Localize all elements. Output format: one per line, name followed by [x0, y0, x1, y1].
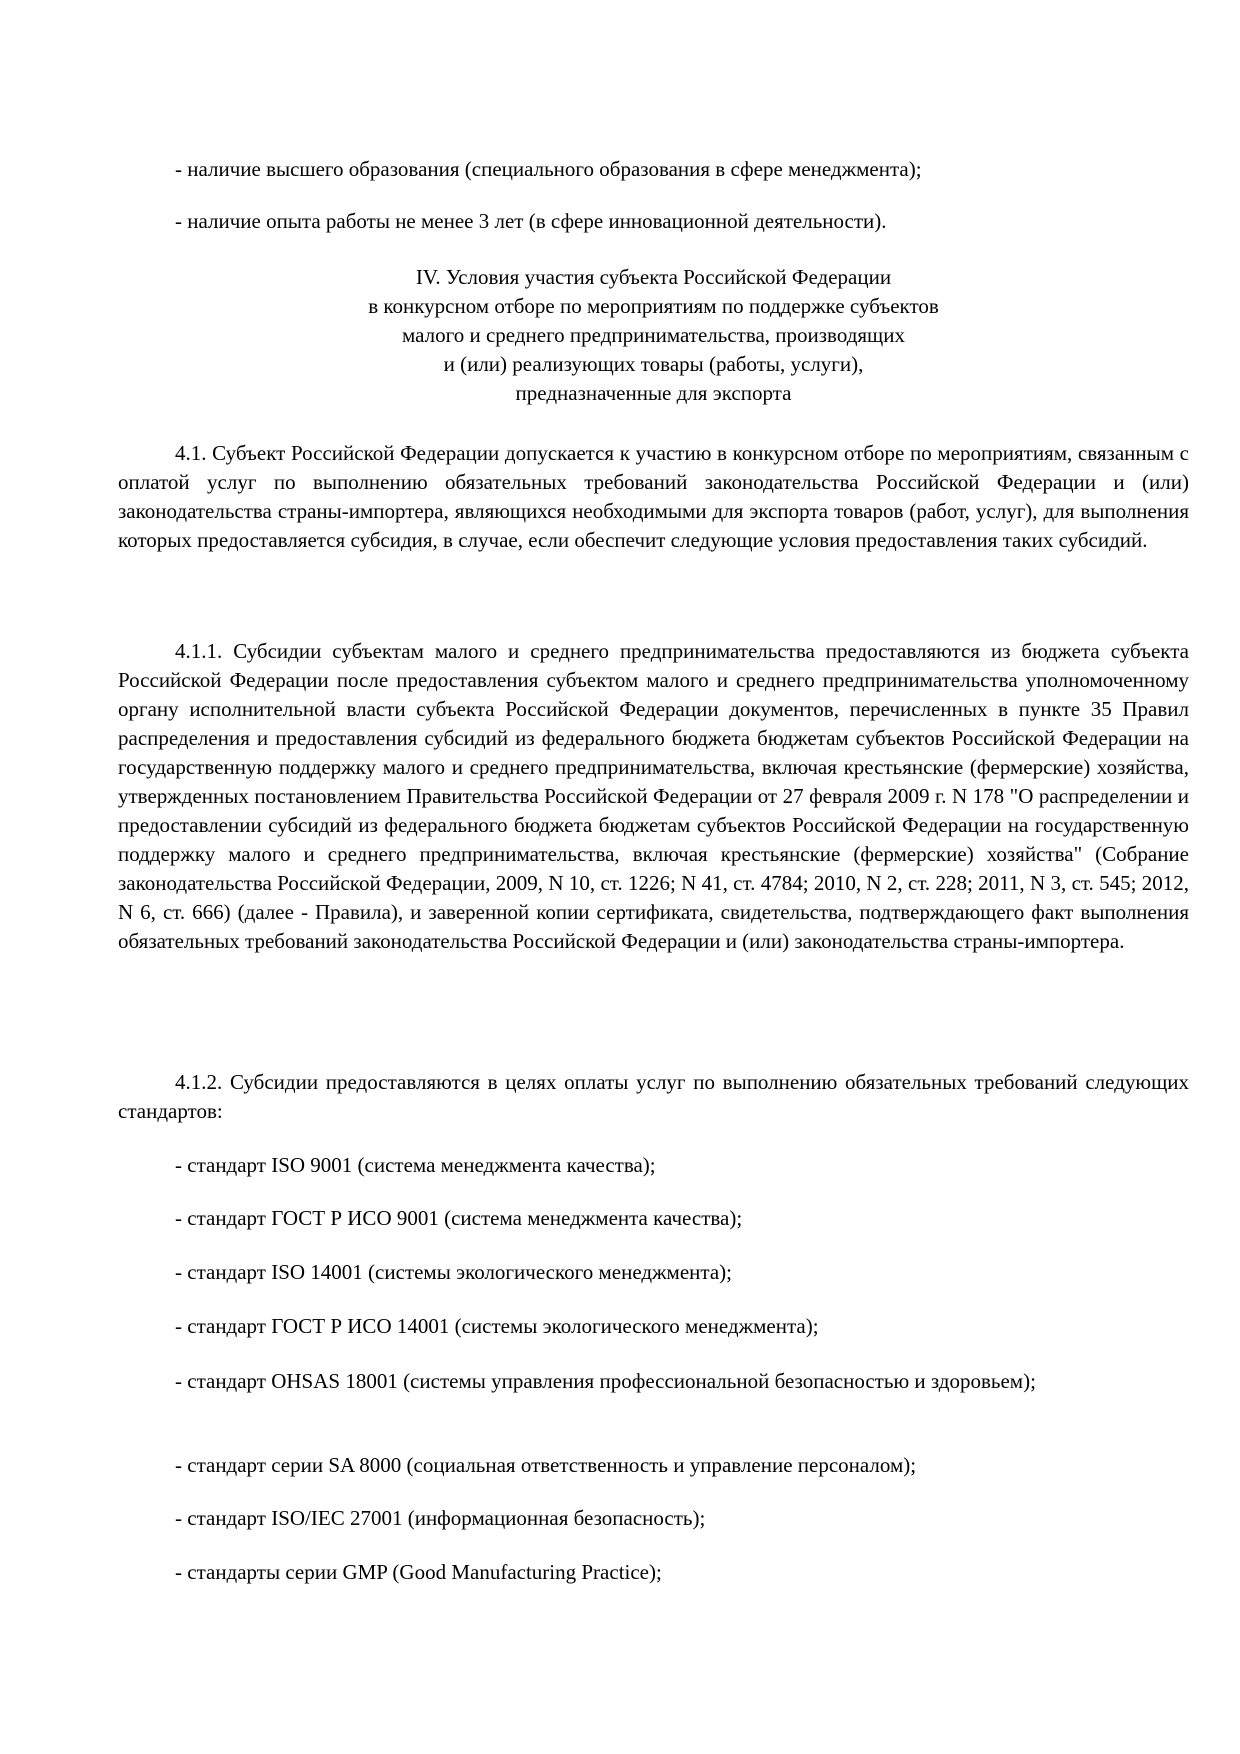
heading-line: в конкурсном отборе по мероприятиям по поддержке субъектов: [368, 294, 939, 318]
requirement-item: - наличие высшего образования (специального образования в сфере менеджмента);: [175, 157, 922, 181]
requirement-item: - наличие опыта работы не менее 3 лет (в сфере инновационной деятельности).: [175, 209, 887, 233]
section-heading: [118, 263, 1189, 408]
heading-line: и (или) реализующих товары (работы, услуги),: [443, 352, 864, 376]
standard-item: - стандарт серии SA 8000 (социальная ответственность и управление персоналом);: [175, 1453, 917, 1477]
standard-item: - стандарт ISO 9001 (система менеджмента качества);: [175, 1153, 656, 1177]
standard-item: - стандарт ГОСТ Р ИСО 14001 (системы экологического менеджмента);: [175, 1314, 819, 1338]
standard-item: - стандарт ISO/IEC 27001 (информационная безопасность);: [175, 1506, 706, 1530]
standard-item: - стандарты серии GMP (Good Manufacturing Practice);: [175, 1560, 662, 1584]
paragraph-4-1-1: 4.1.1. Субсидии субъектам малого и среднего предпринимательства предоставляются из бюджета субъекта Российской Федерации после предоставления субъектом малого и среднего предпринимательства уполномоченному органу исполнительной власти субъекта Российской Федерации документов, перечисленных в пункте 35 Правил распределения и предоставления субсидий из федерального бюджета бюджетам субъектов Российской Федерации на государственную поддержку малого и среднего предпринимательства, включая крестьянские (фермерские) хозяйства, утвержденных постановлением Правительства Российской Федерации от 27 февраля 2009 г. N 178 "О распределении и предоставлении субсидий из федерального бюджета бюджетам субъектов Российской Федерации на государственную поддержку малого и среднего предпринимательства, включая крестьянские (фермерские) хозяйства" (Собрание законодательства Российской Федерации, 2009, N 10, ст. 1226; N 41, ст. 4784; 2010, N 2, ст. 228; 2011, N 3, ст. 545; 2012, N 6, ст. 666) (далее - Правила), и заверенной копии сертификата, свидетельства, подтверждающего факт выполнения обязательных требований законодательства Российской Федерации и (или) законодательства страны-импортера.: [118, 639, 1189, 953]
standard-item: - стандарт ISO 14001 (системы экологического менеджмента);: [175, 1260, 732, 1284]
paragraph-4-1-2: 4.1.2. Субсидии предоставляются в целях оплаты услуг по выполнению обязательных требований следующих стандартов:: [118, 1070, 1189, 1123]
heading-line: IV. Условия участия субъекта Российской Федерации: [415, 265, 892, 289]
heading-line: предназначенные для экспорта: [515, 381, 792, 405]
standard-item: - стандарт ГОСТ Р ИСО 9001 (система менеджмента качества);: [175, 1206, 743, 1230]
heading-line: малого и среднего предпринимательства, производящих: [402, 323, 905, 347]
paragraph-4-1: 4.1. Субъект Российской Федерации допускается к участию в конкурсном отборе по мероприятиям, связанным с оплатой услуг по выполнению обязательных требований законодательства Российской Федерации и (или) законодательства страны-импортера, являющихся необходимыми для экспорта товаров (работ, услуг), для выполнения которых предоставляется субсидия, в случае, если обеспечит следующие условия предоставления таких субсидий.: [118, 441, 1189, 552]
standard-item: - стандарт OHSAS 18001 (системы управления профессиональной безопасностью и здоровьем);: [175, 1369, 1036, 1393]
